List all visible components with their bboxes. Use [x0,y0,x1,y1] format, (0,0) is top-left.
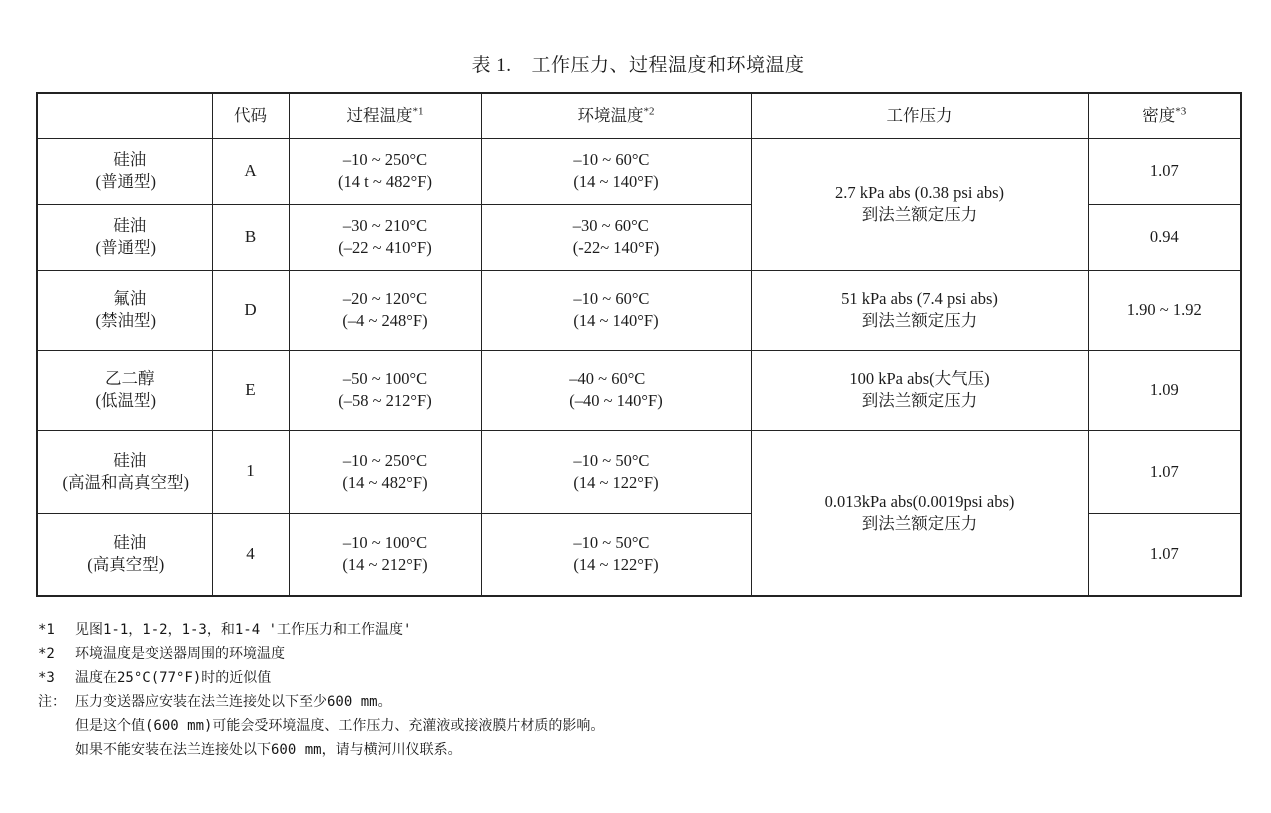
ambient-temp-c: –10 ~ 50°C [573,450,650,470]
code-cell: B [212,204,289,270]
process-temp-f: (–4 ~ 248°F) [342,311,428,330]
header-code: 代码 [212,93,289,138]
process-temp-cell [289,350,481,430]
ambient-temp-f: (–40 ~ 140°F) [569,391,663,410]
ambient-temp-c: –10 ~ 60°C [573,289,650,309]
footnote-ref-1: *1 [412,105,424,118]
fluid-name-cell [37,513,212,596]
code-cell: D [212,270,289,350]
fluid-name-cell [37,138,212,204]
footnote-remark [38,690,1238,714]
fluid-name-cell [37,350,212,430]
footnote-text: 见图1-1，1-2，1-3，和1-4 '工作压力和工作温度' [75,622,412,638]
process-temp-f: (14 ~ 482°F) [342,472,428,492]
density-cell: 1.07 [1088,430,1241,513]
ambient-temp-cell [481,204,751,270]
ambient-temp-f: (14 ~ 140°F) [573,311,659,330]
footnote-marker [38,714,75,738]
footnote-marker [38,738,75,762]
process-temp-c: –50 ~ 100°C [342,369,428,389]
process-temp-cell [289,138,481,204]
working-pressure-cell [751,430,1088,596]
fluid-type: (高温和高真空型) [62,472,189,492]
footnotes-block [38,618,1238,762]
ambient-temp-c: –10 ~ 50°C [573,533,650,553]
footnote-3 [38,666,1238,690]
density-cell: 0.94 [1088,204,1241,270]
fluid-name-cell [37,270,212,350]
process-temp-f: (14 ~ 212°F) [342,555,428,575]
ambient-temp-f: (14 ~ 122°F) [573,472,659,492]
footnote-text: 压力变送器应安装在法兰连接处以下至少600 mm。 [75,694,392,710]
process-temp-f: (–22 ~ 410°F) [338,238,432,257]
pressure-value: 51 kPa abs (7.4 psi abs) [841,289,998,309]
table-title-number: 表 1. [471,55,512,76]
table-row [37,350,1241,430]
fluid-name-cell [37,204,212,270]
fluid-name-cell [37,430,212,513]
process-temp-f: (–58 ~ 212°F) [338,391,432,410]
header-process-temp [289,93,481,138]
table-row [37,138,1241,204]
process-temp-cell [289,270,481,350]
ambient-temp-f: (14 ~ 140°F) [573,172,659,191]
footnote-text: 如果不能安装在法兰连接处以下600 mm，请与横河川仪联系。 [75,742,462,758]
header-row [37,93,1241,138]
process-temp-f: (14 t ~ 482°F) [338,172,432,191]
header-density [1088,93,1241,138]
ambient-temp-c: –10 ~ 60°C [573,150,650,170]
pressure-note: 到法兰额定压力 [861,513,978,533]
process-temp-c: –30 ~ 210°C [342,216,428,236]
header-pressure: 工作压力 [751,93,1088,138]
fluid-type: (普通型) [95,238,156,257]
pressure-note: 到法兰额定压力 [861,311,978,330]
footnote-remark-cont [38,714,1238,738]
table-row [37,270,1241,350]
ambient-temp-c: –40 ~ 60°C [569,369,646,389]
footnote-remark-cont [38,738,1238,762]
ambient-temp-cell [481,270,751,350]
density-cell: 1.07 [1088,138,1241,204]
fluid-name: 硅油 [113,450,147,470]
fluid-name: 氟油 [113,289,147,309]
fluid-name: 硅油 [113,216,147,236]
fluid-type: (禁油型) [95,311,156,330]
ambient-temp-c: –30 ~ 60°C [572,216,649,236]
footnote-text: 温度在25°C(77°F)时的近似值 [75,670,272,686]
working-pressure-cell [751,350,1088,430]
process-temp-cell [289,204,481,270]
density-cell: 1.90 ~ 1.92 [1088,270,1241,350]
density-cell: 1.09 [1088,350,1241,430]
pressure-note: 到法兰额定压力 [861,391,978,410]
density-cell: 1.07 [1088,513,1241,596]
fluid-name: 乙二醇 [105,369,155,389]
process-temp-cell [289,513,481,596]
process-temp-c: –10 ~ 250°C [342,150,428,170]
footnote-marker: 注： [38,694,66,710]
table-title [36,50,1240,77]
footnote-1 [38,618,1238,642]
working-pressure-cell [751,138,1088,270]
code-cell: E [212,350,289,430]
process-temp-c: –10 ~ 100°C [342,533,428,553]
table-title-text: 工作压力、过程温度和环境温度 [531,55,805,76]
pressure-note: 到法兰额定压力 [861,205,978,224]
footnote-ref-3: *3 [1175,105,1187,118]
process-temp-cell [289,430,481,513]
footnote-marker: *3 [38,670,55,686]
process-temp-c: –10 ~ 250°C [342,450,428,470]
pressure-value: 0.013kPa abs(0.0019psi abs) [824,491,1015,511]
code-cell: 1 [212,430,289,513]
fluid-type: (普通型) [95,172,156,191]
footnote-text: 但是这个值(600 mm)可能会受环境温度、工作压力、充灌液或接液膜片材质的影响。 [75,718,605,734]
code-cell: 4 [212,513,289,596]
fluid-type: (低温型) [95,391,156,410]
ambient-temp-f: (-22~ 140°F) [572,238,660,257]
fluid-type: (高真空型) [87,555,165,575]
header-ambient-temp [481,93,751,138]
footnote-marker: *1 [38,622,55,638]
table-row [37,430,1241,513]
ambient-temp-f: (14 ~ 122°F) [573,555,659,575]
spec-table [36,92,1242,597]
working-pressure-cell [751,270,1088,350]
fluid-name: 硅油 [113,150,147,170]
ambient-temp-cell [481,430,751,513]
footnote-marker: *2 [38,646,55,662]
pressure-value: 100 kPa abs(大气压) [849,369,990,389]
ambient-temp-cell [481,513,751,596]
header-blank [37,93,212,138]
pressure-value: 2.7 kPa abs (0.38 psi abs) [834,183,1005,203]
ambient-temp-cell [481,350,751,430]
footnote-ref-2: *2 [643,105,655,118]
fluid-name: 硅油 [113,533,147,553]
code-cell: A [212,138,289,204]
header-ambient-temp-label: 环境温度 [577,105,644,125]
ambient-temp-cell [481,138,751,204]
header-process-temp-label: 过程温度 [346,105,413,125]
footnote-2 [38,642,1238,666]
footnote-text: 环境温度是变送器周围的环境温度 [75,646,285,662]
header-density-label: 密度 [1142,105,1176,125]
process-temp-c: –20 ~ 120°C [342,289,428,309]
